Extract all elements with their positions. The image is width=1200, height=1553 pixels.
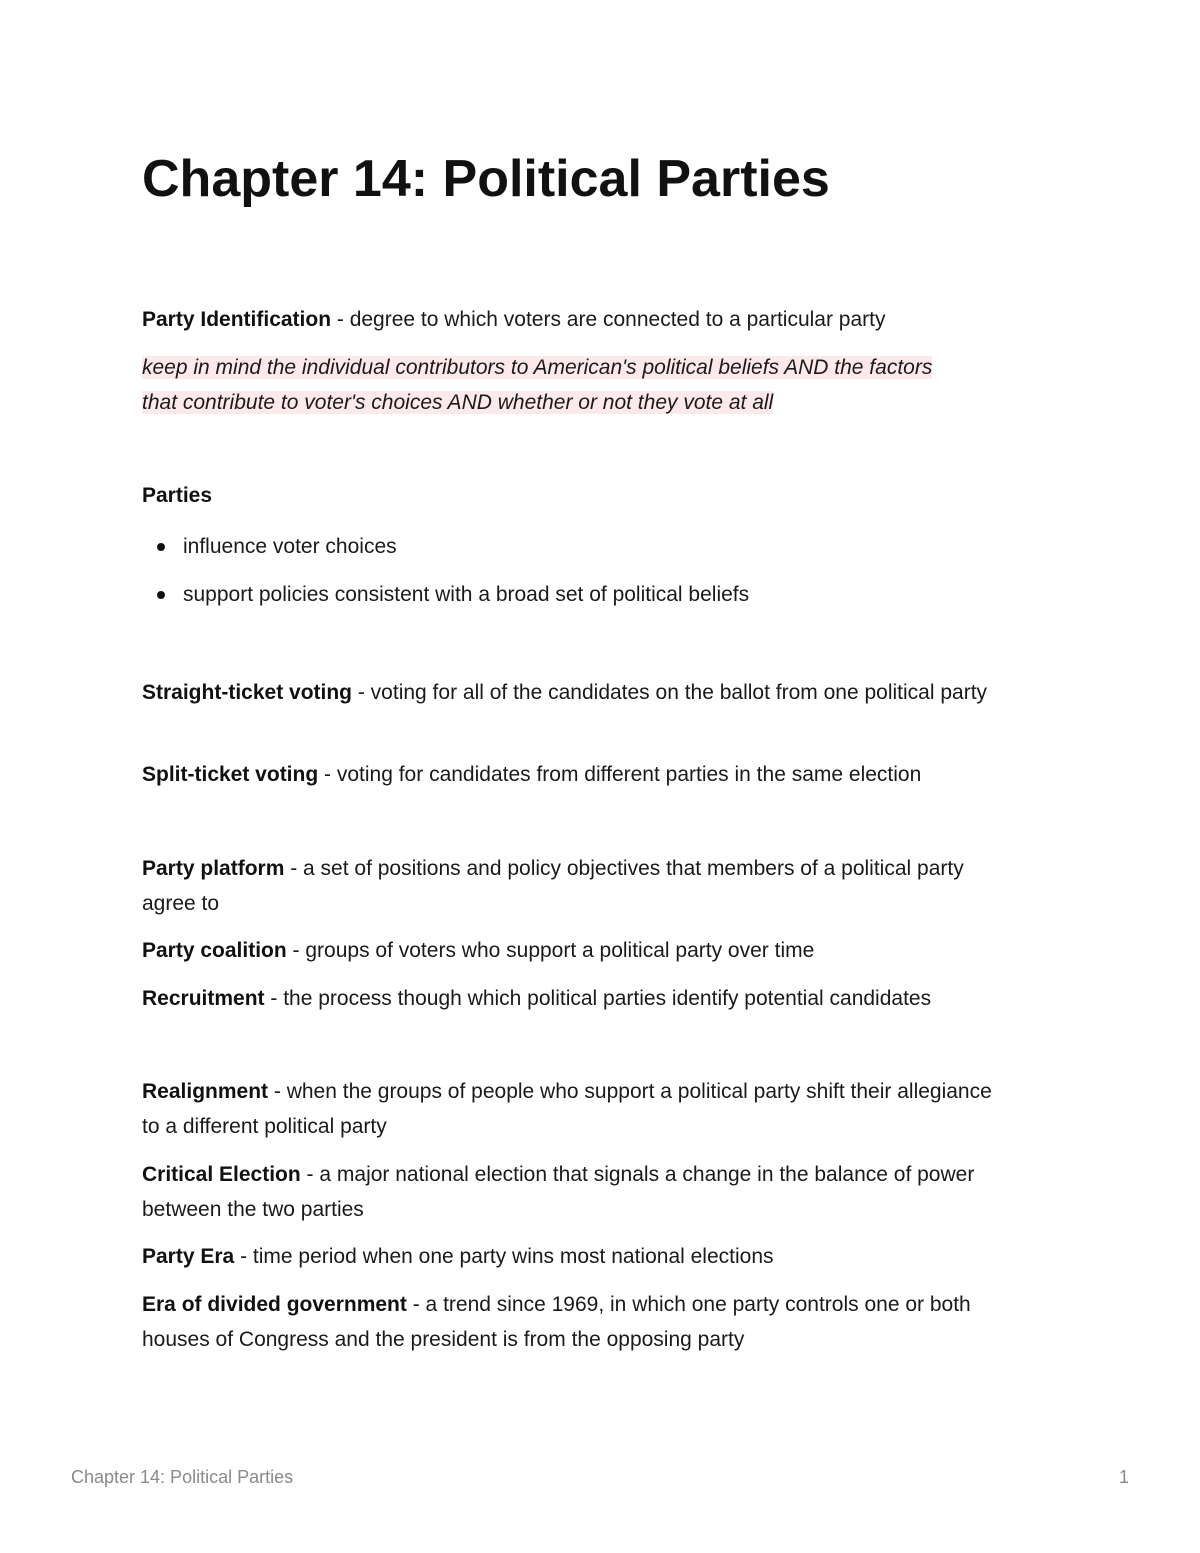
term-definition: - when the groups of people who support a political party shift their allegiance to a different political party xyxy=(142,1080,992,1138)
bullet-text: support policies consistent with a broad set of political beliefs xyxy=(183,583,750,606)
term-definition: - a major national election that signals a change in the balance of power between the two parties xyxy=(142,1163,975,1221)
term-recruitment xyxy=(142,981,1042,1016)
term-definition: - groups of voters who support a political party over time xyxy=(286,939,815,962)
term-straight-ticket-voting xyxy=(142,675,1042,710)
bullet-icon xyxy=(157,591,165,599)
footer-title: Chapter 14: Political Parties xyxy=(71,1467,294,1487)
term-definition: - a trend since 1969, in which one party controls one or both houses of Congress and the president is from the opposing party xyxy=(142,1293,971,1351)
term-party-era xyxy=(142,1239,1042,1274)
term-label: Party platform xyxy=(142,857,285,880)
list-item xyxy=(142,529,749,564)
term-definition: - time period when one party wins most national elections xyxy=(234,1245,774,1268)
term-party-identification xyxy=(142,302,1042,337)
bullet-text: influence voter choices xyxy=(183,535,397,558)
term-split-ticket-voting xyxy=(142,757,1042,792)
term-definition: - voting for candidates from different parties in the same election xyxy=(318,763,922,786)
term-label: Realignment xyxy=(142,1080,269,1103)
term-label: Split-ticket voting xyxy=(142,763,319,786)
bullet-icon xyxy=(157,543,165,551)
note-line-2: that contribute to voter's choices AND whether or not they vote at all xyxy=(142,391,774,414)
parties-bullet-list xyxy=(142,529,749,625)
term-critical-election xyxy=(142,1157,1022,1227)
term-definition: - the process though which political parties identify potential candidates xyxy=(264,987,932,1010)
term-definition: - voting for all of the candidates on the ballot from one political party xyxy=(352,681,988,704)
term-label: Critical Election xyxy=(142,1163,301,1186)
section-heading-parties: Parties xyxy=(142,484,213,507)
term-party-coalition xyxy=(142,933,1042,968)
note-line-1: keep in mind the individual contributors to American's political beliefs AND the factors xyxy=(142,356,933,379)
term-party-platform xyxy=(142,851,1022,921)
term-definition: - a set of positions and policy objectives that members of a political party agree to xyxy=(142,857,964,915)
footer-page-number: 1 xyxy=(1118,1467,1129,1487)
term-definition: - degree to which voters are connected to a particular party xyxy=(331,308,886,331)
term-label: Straight-ticket voting xyxy=(142,681,353,704)
page-title: Chapter 14: Political Parties xyxy=(142,150,830,208)
list-item xyxy=(142,577,749,612)
highlighted-note xyxy=(142,350,1042,420)
term-label: Party coalition xyxy=(142,939,287,962)
term-label: Party Identification xyxy=(142,308,332,331)
term-label: Recruitment xyxy=(142,987,265,1010)
term-era-of-divided-government xyxy=(142,1287,1032,1357)
term-label: Party Era xyxy=(142,1245,235,1268)
term-label: Era of divided government xyxy=(142,1293,407,1316)
term-realignment xyxy=(142,1074,1012,1144)
